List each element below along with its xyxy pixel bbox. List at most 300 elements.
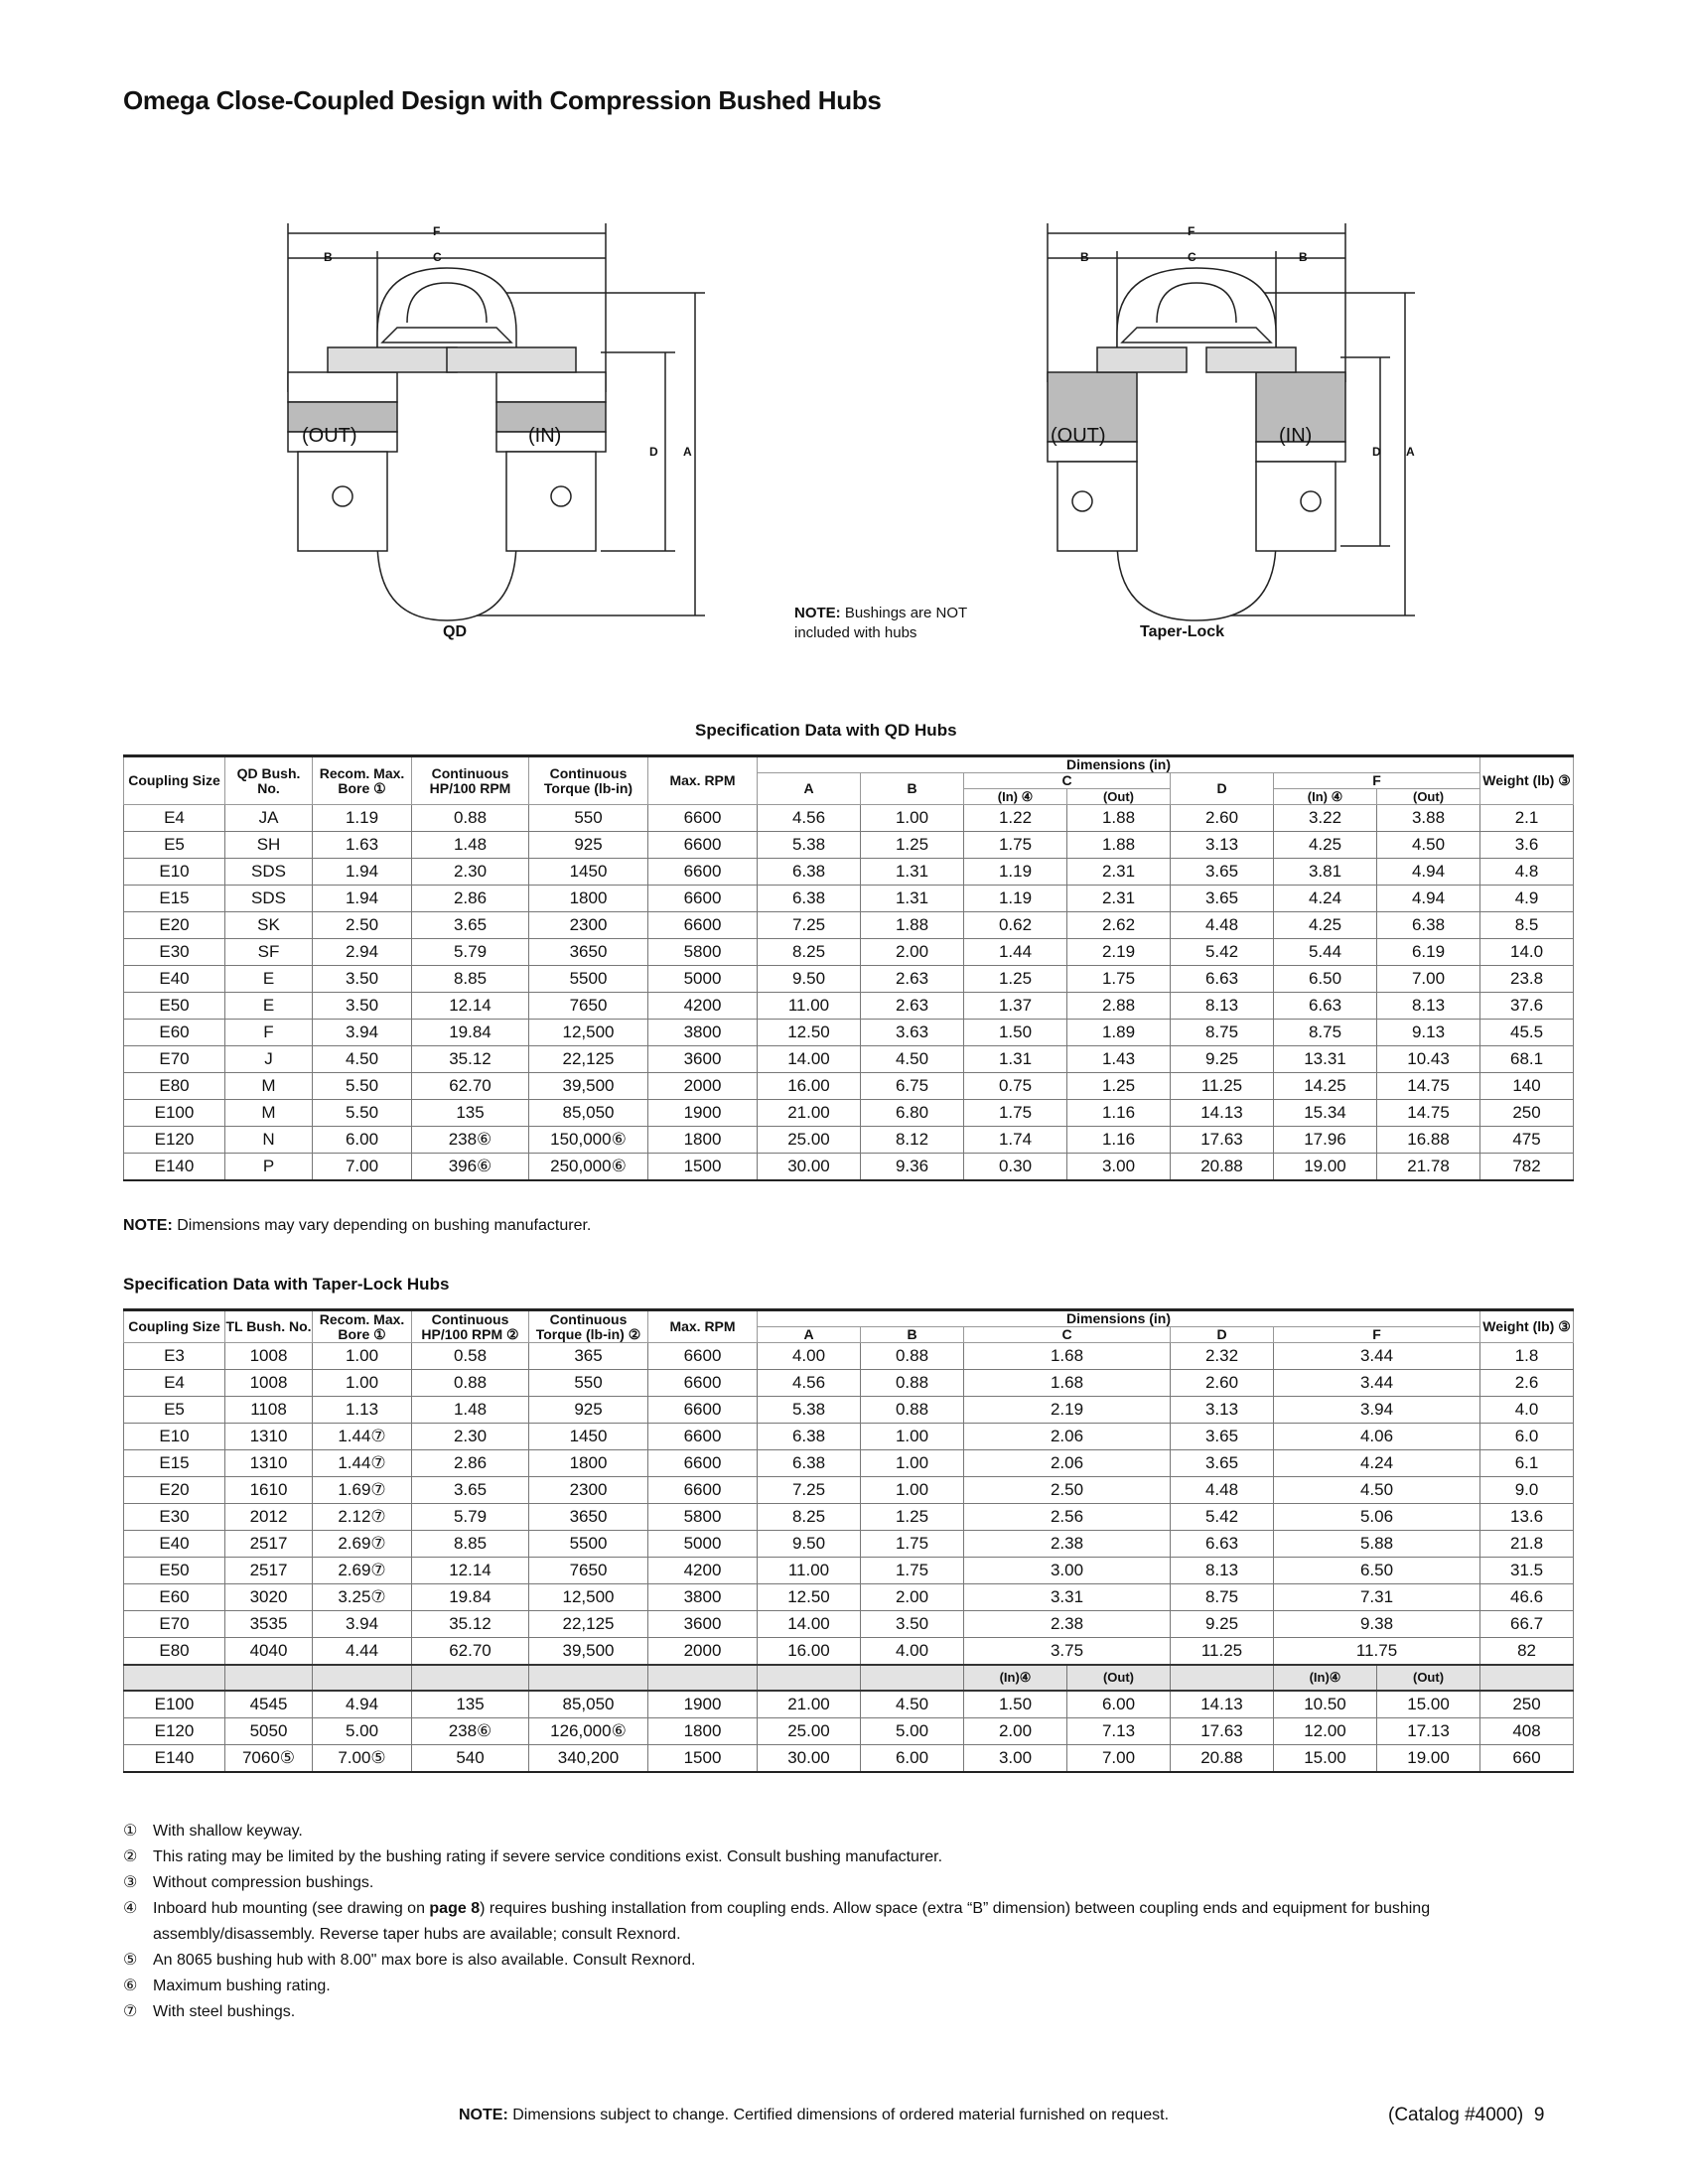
table-cell: 20.88 (1171, 1745, 1274, 1773)
table-cell: 62.70 (412, 1073, 529, 1100)
table-cell: 4.48 (1171, 912, 1274, 939)
table-cell: 2.60 (1171, 805, 1274, 832)
table-cell: 8.85 (412, 966, 529, 993)
table-cell: 250 (1480, 1691, 1574, 1718)
table-row (124, 1611, 1574, 1638)
table-cell: 3.94 (1274, 1397, 1480, 1424)
table-cell: 2.94 (313, 939, 412, 966)
table-row (124, 1584, 1574, 1611)
footnote (123, 1948, 1573, 1974)
table-row (124, 1370, 1574, 1397)
table-cell: 1.68 (964, 1370, 1171, 1397)
table-cell: 5.06 (1274, 1504, 1480, 1531)
table-cell: 1.88 (1067, 832, 1171, 859)
footnote-symbol: ⑦ (123, 2003, 138, 2020)
table-cell: 5000 (648, 1531, 758, 1558)
table-cell: 2.30 (412, 859, 529, 886)
table-cell: 9.50 (758, 966, 861, 993)
col-max-bore: Recom. Max. Bore ① (313, 756, 412, 805)
table-cell: 250 (1480, 1100, 1574, 1127)
table-cell: E40 (124, 1531, 225, 1558)
table-cell: 19.00 (1274, 1154, 1377, 1181)
table-cell: 7.00 (1067, 1745, 1171, 1773)
table-cell: 0.88 (861, 1397, 964, 1424)
table-cell: 6.38 (758, 886, 861, 912)
table-cell: 5.79 (412, 939, 529, 966)
table-cell: 126,000⑥ (529, 1718, 648, 1745)
tl-col-f: F (1274, 1327, 1480, 1343)
table-cell: 14.75 (1377, 1073, 1480, 1100)
table-cell: 2012 (225, 1504, 313, 1531)
table-cell: 2.38 (964, 1611, 1171, 1638)
table-row (124, 1638, 1574, 1666)
table-cell: 1900 (648, 1100, 758, 1127)
table-cell: 3800 (648, 1584, 758, 1611)
table-cell: 6600 (648, 1397, 758, 1424)
table-row (124, 939, 1574, 966)
table-cell: J (225, 1046, 313, 1073)
empty-cell (648, 1665, 758, 1691)
table-cell: 3.81 (1274, 859, 1377, 886)
table-cell: 1108 (225, 1397, 313, 1424)
table-cell: 7.00 (1377, 966, 1480, 993)
table-cell: 1610 (225, 1477, 313, 1504)
page-number: 9 (1533, 2105, 1545, 2125)
table-cell: 5.00 (313, 1718, 412, 1745)
empty-cell (313, 1665, 412, 1691)
table-cell: 475 (1480, 1127, 1574, 1154)
table-cell: 25.00 (758, 1127, 861, 1154)
tl-table-title: Specification Data with Taper-Lock Hubs (123, 1275, 450, 1294)
table-cell: 9.0 (1480, 1477, 1574, 1504)
table-row (124, 1127, 1574, 1154)
table-cell: 3.65 (412, 1477, 529, 1504)
col-coupling-size: Coupling Size (124, 756, 225, 805)
table-cell: 2.69⑦ (313, 1558, 412, 1584)
table-cell: 21.78 (1377, 1154, 1480, 1181)
table-row (124, 1504, 1574, 1531)
table-cell: E120 (124, 1718, 225, 1745)
table-cell: 4.44 (313, 1638, 412, 1666)
table-cell: 4.9 (1480, 886, 1574, 912)
table-cell: E120 (124, 1127, 225, 1154)
tl-dim-label-c: C (1188, 250, 1196, 264)
table-cell: 62.70 (412, 1638, 529, 1666)
table-cell: 68.1 (1480, 1046, 1574, 1073)
table-cell: E (225, 966, 313, 993)
table-cell: 4.0 (1480, 1397, 1574, 1424)
col-d: D (1171, 773, 1274, 805)
tl-col-bush-no: TL Bush. No. (225, 1310, 313, 1343)
tl-dim-label-f: F (1188, 224, 1196, 238)
table-cell: 2.19 (964, 1397, 1171, 1424)
table-cell: 6.0 (1480, 1424, 1574, 1450)
table-cell: 6.63 (1274, 993, 1377, 1020)
table-cell: 3.44 (1274, 1370, 1480, 1397)
table-cell: SH (225, 832, 313, 859)
table-cell: E (225, 993, 313, 1020)
table-cell: 8.5 (1480, 912, 1574, 939)
table-cell: F (225, 1020, 313, 1046)
table-cell: 9.13 (1377, 1020, 1480, 1046)
table-cell: 1.75 (861, 1531, 964, 1558)
tl-dim-label-d: D (1372, 445, 1381, 459)
table-cell: 7.00 (313, 1154, 412, 1181)
qd-spec-table (123, 754, 1574, 1181)
table-cell: 25.00 (758, 1718, 861, 1745)
table-cell: 6.00 (861, 1745, 964, 1773)
table-cell: 408 (1480, 1718, 1574, 1745)
table-cell: 3.75 (964, 1638, 1171, 1666)
table-cell: 1.00 (861, 805, 964, 832)
table-cell: E70 (124, 1611, 225, 1638)
table-cell: 30.00 (758, 1745, 861, 1773)
footnotes (123, 1819, 1573, 2025)
table-cell: 2.00 (861, 939, 964, 966)
qd-table-note: NOTE: Dimensions may vary depending on bushing manufacturer. (123, 1217, 592, 1234)
table-cell: 15.00 (1377, 1691, 1480, 1718)
table-cell: E5 (124, 832, 225, 859)
table-cell: 8.75 (1274, 1020, 1377, 1046)
table-cell: 12,500 (529, 1584, 648, 1611)
table-cell: 7650 (529, 993, 648, 1020)
table-cell: 1.31 (964, 1046, 1067, 1073)
tl-col-c: C (964, 1327, 1171, 1343)
footnote-symbol: ⑥ (123, 1978, 138, 1994)
table-cell: 1.00 (861, 1477, 964, 1504)
table-cell: 6600 (648, 886, 758, 912)
table-cell: 1.89 (1067, 1020, 1171, 1046)
table-cell: 2000 (648, 1638, 758, 1666)
table-cell: 3.50 (861, 1611, 964, 1638)
table-cell: 4.50 (861, 1691, 964, 1718)
footnote-text (153, 1896, 1573, 1948)
table-cell: 11.00 (758, 993, 861, 1020)
table-cell: M (225, 1073, 313, 1100)
table-cell: 7.25 (758, 1477, 861, 1504)
table-cell: E4 (124, 1370, 225, 1397)
table-cell: 1500 (648, 1745, 758, 1773)
table-cell: 8.75 (1171, 1020, 1274, 1046)
table-cell: 4.8 (1480, 859, 1574, 886)
table-cell: E100 (124, 1691, 225, 1718)
table-cell: 12.00 (1274, 1718, 1377, 1745)
table-cell: 1.75 (861, 1558, 964, 1584)
tl-col-a: A (758, 1327, 861, 1343)
table-cell: 2.1 (1480, 805, 1574, 832)
table-row (124, 1020, 1574, 1046)
table-subheader-row (124, 1665, 1574, 1691)
table-cell: 0.75 (964, 1073, 1067, 1100)
table-cell: 2300 (529, 912, 648, 939)
table-cell: 3.13 (1171, 832, 1274, 859)
tl-col-weight: Weight (lb) ③ (1480, 1310, 1574, 1343)
tl-col-dimensions: Dimensions (in) (758, 1310, 1480, 1327)
table-cell: 13.6 (1480, 1504, 1574, 1531)
table-cell: 6600 (648, 1424, 758, 1450)
table-cell: 2.50 (964, 1477, 1171, 1504)
table-cell: E60 (124, 1584, 225, 1611)
table-cell: 1.25 (861, 1504, 964, 1531)
table-cell: E140 (124, 1745, 225, 1773)
table-cell: 6.38 (758, 1424, 861, 1450)
table-row (124, 1073, 1574, 1100)
table-cell: 4040 (225, 1638, 313, 1666)
table-cell: 2.86 (412, 1450, 529, 1477)
table-cell: SDS (225, 859, 313, 886)
subheader-out: (Out) (1377, 1665, 1480, 1691)
table-cell: 1500 (648, 1154, 758, 1181)
table-cell: 10.43 (1377, 1046, 1480, 1073)
table-cell: 925 (529, 832, 648, 859)
dim-label-b: B (324, 250, 333, 264)
table-cell: 4200 (648, 993, 758, 1020)
table-cell: 3.00 (964, 1745, 1067, 1773)
table-cell: 23.8 (1480, 966, 1574, 993)
table-cell: 135 (412, 1691, 529, 1718)
table-cell: 6600 (648, 832, 758, 859)
table-cell: 4.00 (861, 1638, 964, 1666)
table-cell: 6600 (648, 1343, 758, 1370)
table-cell: M (225, 1100, 313, 1127)
table-cell: 15.00 (1274, 1745, 1377, 1773)
table-cell: 0.88 (861, 1370, 964, 1397)
table-cell: 1800 (648, 1127, 758, 1154)
table-cell: 6600 (648, 1450, 758, 1477)
tl-col-torque: Continuous Torque (lb-in) ② (529, 1310, 648, 1343)
col-a: A (758, 773, 861, 805)
table-cell: E4 (124, 805, 225, 832)
empty-cell (861, 1665, 964, 1691)
table-cell: 5.44 (1274, 939, 1377, 966)
in-label: (IN) (528, 425, 562, 447)
table-cell: 4.56 (758, 805, 861, 832)
table-cell: 1.25 (964, 966, 1067, 993)
table-cell: 30.00 (758, 1154, 861, 1181)
table-cell: 3.94 (313, 1611, 412, 1638)
qd-table-title: Specification Data with QD Hubs (695, 721, 957, 740)
col-c-in: (In) ④ (964, 789, 1067, 805)
table-cell: 2.56 (964, 1504, 1171, 1531)
table-cell: 3.00 (1067, 1154, 1171, 1181)
table-cell: 2000 (648, 1073, 758, 1100)
table-cell: 2.31 (1067, 886, 1171, 912)
dim-label-a: A (683, 445, 692, 459)
table-cell: 8.85 (412, 1531, 529, 1558)
table-cell: 3.25⑦ (313, 1584, 412, 1611)
table-cell: 1.74 (964, 1127, 1067, 1154)
table-cell: 1310 (225, 1450, 313, 1477)
subheader-in: (In)④ (964, 1665, 1067, 1691)
table-row (124, 1424, 1574, 1450)
table-cell: 540 (412, 1745, 529, 1773)
table-row (124, 1531, 1574, 1558)
table-cell: 0.88 (412, 1370, 529, 1397)
col-weight: Weight (lb) ③ (1480, 756, 1574, 805)
table-cell: 3.63 (861, 1020, 964, 1046)
table-cell: 6.00 (1067, 1691, 1171, 1718)
col-max-rpm: Max. RPM (648, 756, 758, 805)
table-cell: 2.06 (964, 1424, 1171, 1450)
empty-cell (1480, 1665, 1574, 1691)
empty-cell (529, 1665, 648, 1691)
table-cell: E60 (124, 1020, 225, 1046)
table-cell: 6.75 (861, 1073, 964, 1100)
table-cell: 7.25 (758, 912, 861, 939)
table-cell: 1.13 (313, 1397, 412, 1424)
table-cell: 4.50 (861, 1046, 964, 1073)
table-cell: 35.12 (412, 1046, 529, 1073)
table-cell: 2.31 (1067, 859, 1171, 886)
table-cell: 238⑥ (412, 1127, 529, 1154)
col-b: B (861, 773, 964, 805)
table-cell: E3 (124, 1343, 225, 1370)
table-cell: 1900 (648, 1691, 758, 1718)
table-cell: 2.69⑦ (313, 1531, 412, 1558)
table-cell: 17.63 (1171, 1127, 1274, 1154)
footnote-symbol: ④ (123, 1900, 138, 1917)
table-cell: 5.00 (861, 1718, 964, 1745)
table-cell: 1450 (529, 859, 648, 886)
table-cell: 3650 (529, 1504, 648, 1531)
table-cell: 7.31 (1274, 1584, 1480, 1611)
table-cell: 1.25 (861, 832, 964, 859)
taper-lock-spec-table (123, 1308, 1574, 1773)
table-cell: 6600 (648, 805, 758, 832)
table-cell: 5500 (529, 966, 648, 993)
table-cell: 2.62 (1067, 912, 1171, 939)
tl-col-b: B (861, 1327, 964, 1343)
table-cell: 3.94 (313, 1020, 412, 1046)
subheader-out: (Out) (1067, 1665, 1171, 1691)
table-cell: 1.88 (861, 912, 964, 939)
table-cell: 9.36 (861, 1154, 964, 1181)
table-cell: 1.00 (861, 1450, 964, 1477)
table-cell: 1.75 (964, 1100, 1067, 1127)
table-cell: 8.25 (758, 939, 861, 966)
table-cell: 0.88 (412, 805, 529, 832)
table-cell: 2.00 (861, 1584, 964, 1611)
table-cell: 1.37 (964, 993, 1067, 1020)
table-cell: 1.44⑦ (313, 1424, 412, 1450)
table-cell: E80 (124, 1638, 225, 1666)
footnote-text: This rating may be limited by the bushing rating if severe service conditions exist. Consult bushing manufacturer. (153, 1848, 943, 1865)
table-cell: 6600 (648, 912, 758, 939)
table-cell: 5000 (648, 966, 758, 993)
table-cell: 4.56 (758, 1370, 861, 1397)
table-cell: 8.75 (1171, 1584, 1274, 1611)
table-row (124, 912, 1574, 939)
table-row (124, 886, 1574, 912)
table-cell: 1800 (648, 1718, 758, 1745)
table-cell: 3650 (529, 939, 648, 966)
table-cell: 2.12⑦ (313, 1504, 412, 1531)
table-cell: 7650 (529, 1558, 648, 1584)
table-cell: E80 (124, 1073, 225, 1100)
table-cell: 3020 (225, 1584, 313, 1611)
table-cell: 1.63 (313, 832, 412, 859)
table-cell: 6.38 (758, 1450, 861, 1477)
table-cell: E70 (124, 1046, 225, 1073)
table-cell: 4.48 (1171, 1477, 1274, 1504)
col-bush-no: QD Bush. No. (225, 756, 313, 805)
table-cell: 2.32 (1171, 1343, 1274, 1370)
table-cell: 782 (1480, 1154, 1574, 1181)
table-cell: 3.65 (1171, 886, 1274, 912)
table-cell: 66.7 (1480, 1611, 1574, 1638)
table-cell: 4.50 (1377, 832, 1480, 859)
table-cell: 1.88 (1067, 805, 1171, 832)
table-cell: 5.42 (1171, 1504, 1274, 1531)
table-cell: 15.34 (1274, 1100, 1377, 1127)
table-cell: 6.80 (861, 1100, 964, 1127)
table-cell: 14.13 (1171, 1100, 1274, 1127)
table-cell: 16.88 (1377, 1127, 1480, 1154)
table-cell: 12.14 (412, 993, 529, 1020)
table-cell: 7060⑤ (225, 1745, 313, 1773)
table-cell: E140 (124, 1154, 225, 1181)
page-title: Omega Close-Coupled Design with Compression Bushed Hubs (123, 85, 882, 115)
table-cell: 39,500 (529, 1638, 648, 1666)
footnote-symbol: ⑤ (123, 1952, 138, 1969)
table-cell: N (225, 1127, 313, 1154)
footnote-text: Maximum bushing rating. (153, 1978, 331, 1994)
table-cell: 3535 (225, 1611, 313, 1638)
footnote (123, 1974, 1573, 1999)
table-cell: 1.44⑦ (313, 1450, 412, 1477)
table-cell: 2.63 (861, 966, 964, 993)
col-f: F (1274, 773, 1480, 789)
table-cell: 4.00 (758, 1343, 861, 1370)
footnote (123, 1844, 1573, 1870)
table-cell: 39,500 (529, 1073, 648, 1100)
dim-label-f: F (433, 224, 441, 238)
empty-cell (758, 1665, 861, 1691)
table-cell: 2.50 (313, 912, 412, 939)
table-cell: 5800 (648, 939, 758, 966)
empty-cell (412, 1665, 529, 1691)
col-c-out: (Out) (1067, 789, 1171, 805)
footnote-text: An 8065 bushing hub with 8.00" max bore is also available. Consult Rexnord. (153, 1952, 696, 1969)
drawing-note: NOTE: Bushings are NOT included with hubs (794, 605, 967, 641)
table-cell: 37.6 (1480, 993, 1574, 1020)
table-cell: 365 (529, 1343, 648, 1370)
table-row (124, 1691, 1574, 1718)
table-cell: 5.79 (412, 1504, 529, 1531)
table-cell: E30 (124, 939, 225, 966)
table-cell: 4200 (648, 1558, 758, 1584)
table-cell: 1.31 (861, 859, 964, 886)
table-cell: 19.00 (1377, 1745, 1480, 1773)
table-cell: 1.44 (964, 939, 1067, 966)
table-cell: E100 (124, 1100, 225, 1127)
table-cell: 14.25 (1274, 1073, 1377, 1100)
table-cell: 4.50 (313, 1046, 412, 1073)
table-cell: 16.00 (758, 1073, 861, 1100)
table-cell: 1.16 (1067, 1127, 1171, 1154)
table-cell: 550 (529, 805, 648, 832)
table-cell: 5500 (529, 1531, 648, 1558)
footnote-text: With shallow keyway. (153, 1823, 303, 1840)
tl-dim-label-a: A (1406, 445, 1415, 459)
table-cell: SDS (225, 886, 313, 912)
table-cell: E10 (124, 1424, 225, 1450)
empty-cell (124, 1665, 225, 1691)
table-cell: 6.63 (1171, 966, 1274, 993)
table-cell: 396⑥ (412, 1154, 529, 1181)
table-cell: 17.13 (1377, 1718, 1480, 1745)
qd-label: QD (443, 623, 467, 640)
